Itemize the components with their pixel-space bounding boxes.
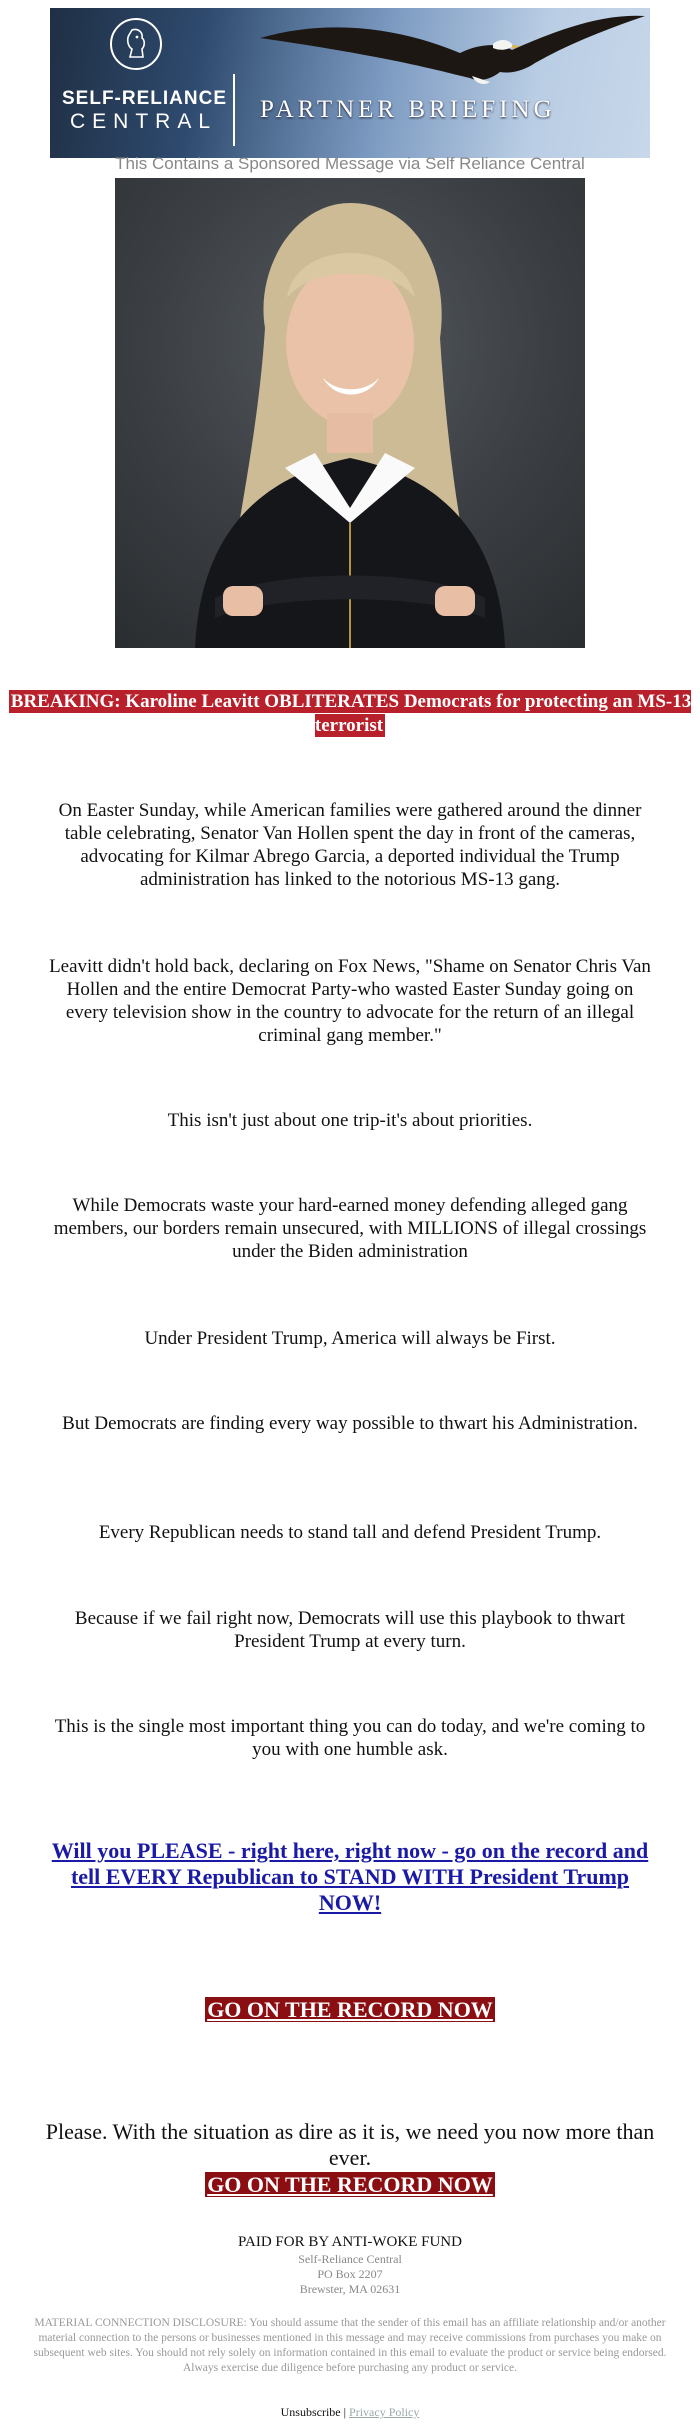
brand-line-1: SELF-RELIANCE [62, 88, 227, 109]
hero-photo [115, 178, 585, 648]
material-disclosure: MATERIAL CONNECTION DISCLOSURE: You should assume that the sender of this email has an affiliate relationship and/or another material connection to the persons or businesses mentioned in this message and may receive commissions from purchases you make on subsequent web sites. You should not rely solely on information contained in this email to evaluate the product or service being endorsed. Always exercise due diligence before purchasing any product or service. [33, 2317, 667, 2374]
please-text: Please. With the situation as dire as it is, we need you now more than ever. [45, 2119, 655, 2170]
paid-for-line: PAID FOR BY ANTI-WOKE FUND [238, 2234, 462, 2250]
header-banner [50, 8, 650, 158]
paragraph-5: Under President Trump, America will always be First. [144, 1328, 556, 1349]
address-line-2: PO Box 2207 [317, 2267, 383, 2281]
address-line-3: Brewster, MA 02631 [299, 2282, 401, 2296]
logo-emblem-icon [110, 18, 162, 70]
paragraph-7: Every Republican needs to stand tall and defend President Trump. [98, 1522, 602, 1543]
paragraph-9: This is the single most important thing you can do today, and we're coming to you with one humble ask. [54, 1716, 646, 1760]
paragraph-3: This isn't just about one trip-it's about priorities. [167, 1110, 533, 1131]
banner-title: PARTNER BRIEFING [260, 96, 556, 123]
eagle-icon [250, 8, 650, 98]
brand-line-2: CENTRAL [70, 110, 218, 133]
paragraph-8: Because if we fail right now, Democrats will use this playbook to thwart President Trump at every turn. [74, 1608, 626, 1652]
paragraph-1: On Easter Sunday, while American families were gathered around the dinner table celebrating, Senator Van Hollen spent the day in front of the cameras, advocating for Kilmar Abrego Garcia, a deported individual the Trump administration has linked to the notorious MS-13 gang. [58, 800, 642, 890]
paragraph-6: But Democrats are finding every way possible to thwart his Administration. [62, 1413, 638, 1434]
privacy-policy-link[interactable]: Privacy Policy [349, 2405, 420, 2419]
sponsor-note: This Contains a Sponsored Message via Self Reliance Central [115, 154, 585, 173]
footer-separator: | [343, 2405, 347, 2419]
ask-link[interactable]: Will you PLEASE - right here, right now - go on the record and tell EVERY Republican to STAND WITH President Trump NOW! [51, 1838, 649, 1915]
footer-links [0, 2405, 700, 2420]
headline: BREAKING: Karoline Leavitt OBLITERATES Democrats for protecting an MS-13 terrorist [10, 691, 692, 736]
address-line-1: Self-Reliance Central [298, 2252, 402, 2266]
unsubscribe-link[interactable]: Unsubscribe [280, 2405, 341, 2419]
paragraph-2: Leavitt didn't hold back, declaring on Fox News, "Shame on Senator Chris Van Hollen and the entire Democrat Party-who wasted Easter Sunday going on every television show in the country to advocate for the return of an illegal criminal gang member." [49, 956, 651, 1046]
cta-button-2[interactable]: GO ON THE RECORD NOW [207, 2172, 493, 2197]
cta-button-1[interactable]: GO ON THE RECORD NOW [207, 1997, 493, 2022]
paragraph-4: While Democrats waste your hard-earned money defending alleged gang members, our borders remain unsecured, with MILLIONS of illegal crossings under the Biden administration [53, 1195, 647, 1262]
banner-divider [233, 74, 235, 146]
